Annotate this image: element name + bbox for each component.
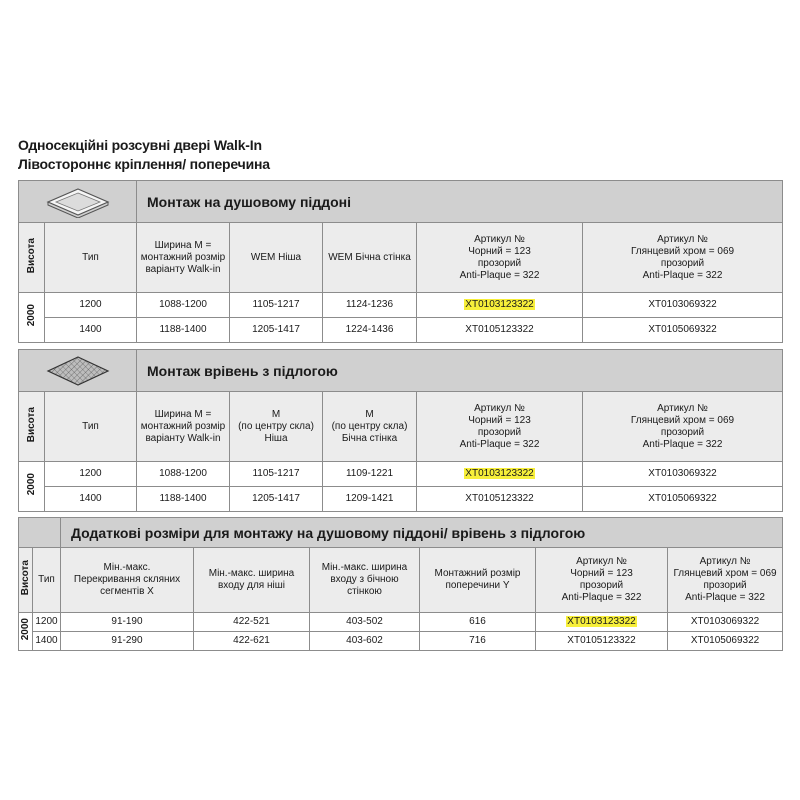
section-icon-cell	[19, 350, 137, 392]
highlighted-article: XT0103123322	[465, 468, 534, 479]
type-cell: 1200	[45, 462, 137, 487]
section-title: Монтаж врівень з підлогою	[137, 350, 783, 392]
height-value: 2000	[19, 613, 33, 651]
niche-entry-width-cell: 422-621	[194, 632, 310, 651]
glass-overlap-cell: 91-190	[61, 613, 194, 632]
wem-niche-cell: 1205-1417	[230, 318, 323, 343]
width-cell: 1088-1200	[137, 293, 230, 318]
height-header: Висота	[19, 223, 45, 293]
height-value: 2000	[19, 293, 45, 343]
additional-dimensions-table	[18, 517, 783, 651]
article-black-header: Артикул № Чорний = 123 прозорий Anti-Plaque = 322	[536, 548, 668, 613]
side-wall-entry-width-cell: 403-502	[310, 613, 420, 632]
type-header: Тип	[45, 392, 137, 462]
header-row	[19, 223, 783, 293]
wem-side-wall-header: WEM Бічна стінка	[323, 223, 417, 293]
width-cell: 1188-1400	[137, 487, 230, 512]
type-cell: 1200	[33, 613, 61, 632]
niche-entry-width-cell: 422-521	[194, 613, 310, 632]
wem-niche-cell: 1105-1217	[230, 293, 323, 318]
article-chrome-cell: XT0103069322	[583, 462, 783, 487]
floor-level-tile-icon	[46, 355, 110, 387]
niche-entry-width-header: Мін.-макс. ширина входу для ніші	[194, 548, 310, 613]
article-black-cell	[417, 293, 583, 318]
height-value: 2000	[19, 462, 45, 512]
glass-center-side-wall-cell: 1209-1421	[323, 487, 417, 512]
article-black-cell	[536, 613, 668, 632]
table-row	[19, 293, 783, 318]
article-chrome-header: Артикул № Глянцевий хром = 069 прозорий Anti-Plaque = 322	[583, 392, 783, 462]
article-chrome-cell: XT0105069322	[583, 487, 783, 512]
height-header: Висота	[19, 548, 33, 613]
width-cell: 1188-1400	[137, 318, 230, 343]
article-black-cell: XT0105123322	[417, 318, 583, 343]
glass-center-niche-header: M (по центру скла) Ніша	[230, 392, 323, 462]
glass-overlap-cell: 91-290	[61, 632, 194, 651]
type-header: Тип	[33, 548, 61, 613]
section-title: Монтаж на душовому піддоні	[137, 181, 783, 223]
crossbar-size-header: Монтажний розмір поперечини Y	[420, 548, 536, 613]
header-row	[19, 392, 783, 462]
article-black-header: Артикул № Чорний = 123 прозорий Anti-Plaque = 322	[417, 392, 583, 462]
article-chrome-cell: XT0105069322	[668, 632, 783, 651]
article-black-header: Артикул № Чорний = 123 прозорий Anti-Plaque = 322	[417, 223, 583, 293]
article-black-cell: XT0105123322	[536, 632, 668, 651]
section-spacer-cell	[19, 518, 61, 548]
highlighted-article: XT0103123322	[465, 299, 534, 310]
type-cell: 1400	[45, 318, 137, 343]
document-title: Односекційні розсувні двері Walk-In	[18, 137, 262, 153]
type-cell: 1200	[45, 293, 137, 318]
glass-center-side-wall-header: M (по центру скла) Бічна стінка	[323, 392, 417, 462]
glass-center-niche-cell: 1205-1417	[230, 487, 323, 512]
document-subtitle: Лівостороннє кріплення/ поперечина	[18, 156, 270, 172]
section-title: Додаткові розміри для монтажу на душовому піддоні/ врівень з підлогою	[61, 518, 783, 548]
article-chrome-header: Артикул № Глянцевий хром = 069 прозорий Anti-Plaque = 322	[583, 223, 783, 293]
side-wall-entry-width-header: Мін.-макс. ширина входу з бічною стінкою	[310, 548, 420, 613]
header-row	[19, 548, 783, 613]
type-cell: 1400	[45, 487, 137, 512]
type-header: Тип	[45, 223, 137, 293]
article-chrome-cell: XT0103069322	[583, 293, 783, 318]
glass-overlap-header: Мін.-макс. Перекривання скляних сегментів X	[61, 548, 194, 613]
glass-center-side-wall-cell: 1109-1221	[323, 462, 417, 487]
highlighted-article: XT0103123322	[567, 616, 636, 627]
side-wall-entry-width-cell: 403-602	[310, 632, 420, 651]
type-cell: 1400	[33, 632, 61, 651]
crossbar-size-cell: 616	[420, 613, 536, 632]
wem-niche-header: WEM Ніша	[230, 223, 323, 293]
article-black-cell: XT0105123322	[417, 487, 583, 512]
width-header: Ширина M = монтажний розмір варіанту Walk-in	[137, 392, 230, 462]
table-row	[19, 613, 783, 632]
section-icon-cell	[19, 181, 137, 223]
height-header: Висота	[19, 392, 45, 462]
table-row	[19, 318, 783, 343]
article-black-cell	[417, 462, 583, 487]
shower-tray-icon	[46, 186, 110, 218]
table-row	[19, 462, 783, 487]
table-row	[19, 632, 783, 651]
article-chrome-header: Артикул № Глянцевий хром = 069 прозорий Anti-Plaque = 322	[668, 548, 783, 613]
article-chrome-cell: XT0103069322	[668, 613, 783, 632]
glass-center-niche-cell: 1105-1217	[230, 462, 323, 487]
table-row	[19, 487, 783, 512]
wem-side-wall-cell: 1124-1236	[323, 293, 417, 318]
wem-side-wall-cell: 1224-1436	[323, 318, 417, 343]
floor-level-mount-table	[18, 349, 783, 512]
width-header: Ширина M = монтажний розмір варіанту Walk-in	[137, 223, 230, 293]
crossbar-size-cell: 716	[420, 632, 536, 651]
shower-tray-mount-table	[18, 180, 783, 343]
width-cell: 1088-1200	[137, 462, 230, 487]
article-chrome-cell: XT0105069322	[583, 318, 783, 343]
